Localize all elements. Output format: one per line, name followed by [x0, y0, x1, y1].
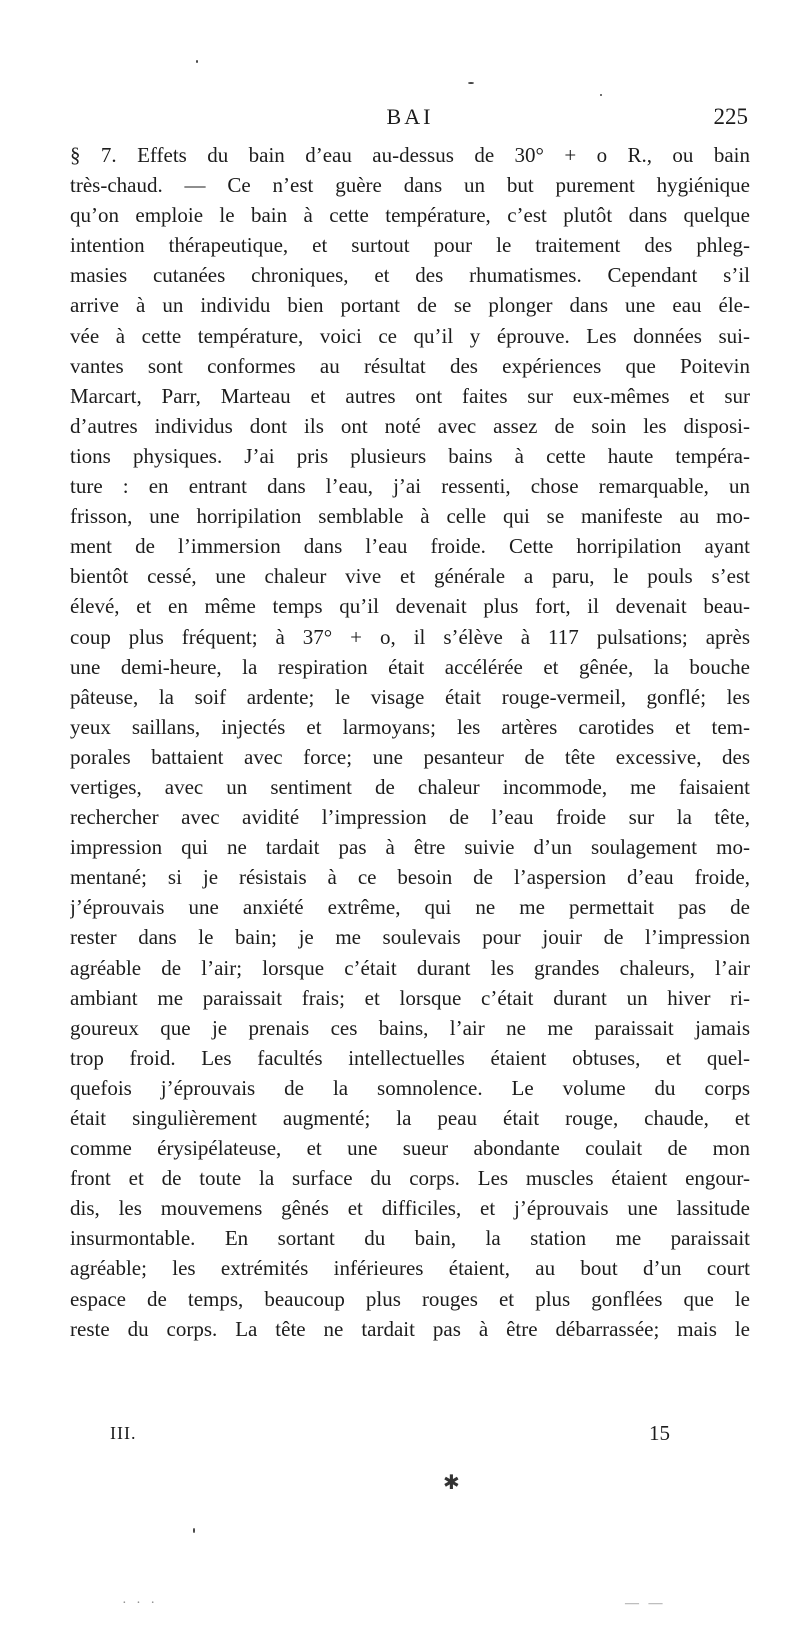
- text-line: espace de temps, beaucoup plus rouges et plus gonflées que le: [70, 1286, 750, 1311]
- running-head-title: BAI: [386, 104, 434, 129]
- text-line: front et de toute la surface du corps. Les muscles étaient engour-: [70, 1166, 750, 1191]
- text-line: tions physiques. J’ai pris plusieurs bains à cette haute tempéra-: [70, 443, 750, 468]
- text-line: § 7. Effets du bain d’eau au-dessus de 30° + o R., ou bain: [70, 143, 750, 167]
- text-line: j’éprouvais une anxiété extrême, qui ne me permettait pas de: [70, 895, 750, 920]
- text-line: agréable de l’air; lorsque c’était durant les grandes chaleurs, l’air: [70, 955, 750, 980]
- scan-noise-icon: · · ·: [122, 1596, 158, 1611]
- page-footer: [110, 1423, 670, 1455]
- text-line: était singulièrement augmenté; la peau était rouge, chaude, et: [70, 1106, 750, 1130]
- text-line: trop froid. Les facultés intellectuelles étaient obtuses, et quel-: [70, 1045, 750, 1070]
- text-line: mentané; si je résistais à ce besoin de l’aspersion d’eau froide,: [70, 865, 750, 890]
- folio-number: 15: [649, 1421, 670, 1445]
- text-line: porales battaient avec force; une pesanteur de tête excessive, des: [70, 744, 750, 769]
- signature-mark: III.: [110, 1423, 137, 1443]
- text-line: rester dans le bain; je me soulevais pour jouir de l’impression: [70, 925, 750, 950]
- page-number: 225: [713, 104, 748, 129]
- text-line: très-chaud. — Ce n’est guère dans un but purement hygiénique: [70, 173, 750, 198]
- text-line: reste du corps. La tête ne tardait pas à être débarrassée; mais le: [70, 1316, 750, 1341]
- text-line: pâteuse, la soif ardente; le visage était rouge-vermeil, gonflé; les: [70, 684, 750, 709]
- scan-noise-icon: — —: [625, 1596, 666, 1611]
- running-head: [70, 100, 750, 136]
- text-line: intention thérapeutique, et surtout pour le traitement des phleg-: [70, 233, 750, 258]
- text-line: d’autres individus dont ils ont noté avec assez de soin les disposi-: [70, 413, 750, 438]
- text-line: ture : en entrant dans l’eau, j’ai ressenti, chose remarquable, un: [70, 474, 750, 499]
- text-line: vantes sont conformes au résultat des expériences que Poitevin: [70, 353, 750, 378]
- text-line: quefois j’éprouvais de la somnolence. Le volume du corps: [70, 1075, 750, 1100]
- text-line: élevé, et en même temps qu’il devenait plus fort, il devenait beau-: [70, 594, 750, 619]
- text-line: vertiges, avec un sentiment de chaleur incommode, me faisaient: [70, 774, 750, 799]
- text-line: comme érysipélateuse, et une sueur abondante coulait de mon: [70, 1136, 750, 1161]
- ink-speck-icon: [600, 94, 602, 96]
- text-line: qu’on emploie le bain à cette température, c’est plutôt dans quelque: [70, 203, 750, 228]
- text-line: goureux que je prenais ces bains, l’air ne me paraissait jamais: [70, 1015, 750, 1040]
- text-line: Marcart, Parr, Marteau et autres ont faites sur eux-mêmes et sur: [70, 383, 750, 408]
- text-line: impression qui ne tardait pas à être suivie d’un soulagement mo-: [70, 835, 750, 860]
- text-line: vée à cette température, voici ce qu’il y éprouve. Les données sui-: [70, 323, 750, 348]
- text-line: arrive à un individu bien portant de se plonger dans une eau éle-: [70, 293, 750, 318]
- text-line: dis, les mouvemens gênés et difficiles, et j’éprouvais une lassitude: [70, 1196, 750, 1221]
- text-line: agréable; les extrémités inférieures étaient, au bout d’un court: [70, 1256, 750, 1281]
- body-text: [70, 140, 750, 1344]
- text-line: frisson, une horripilation semblable à celle qui se manifeste au mo-: [70, 504, 750, 529]
- text-line: ambiant me paraissait frais; et lorsque c’était durant un hiver ri-: [70, 985, 750, 1010]
- ink-speck-icon: [468, 82, 474, 84]
- text-line: coup plus fréquent; à 37° + o, il s’élève à 117 pulsations; après: [70, 624, 750, 649]
- text-line: ment de l’immersion dans l’eau froide. Cette horripilation ayant: [70, 534, 750, 559]
- ink-speck-icon: [196, 60, 198, 63]
- text-line: bientôt cessé, une chaleur vive et générale a paru, le pouls s’est: [70, 564, 750, 589]
- text-line: yeux saillans, injectés et larmoyans; les artères carotides et tem-: [70, 714, 750, 739]
- text-line: rechercher avec avidité l’impression de l’eau froide sur la tête,: [70, 805, 750, 830]
- printer-ornament-icon: ✱: [443, 1472, 460, 1494]
- text-line: insurmontable. En sortant du bain, la station me paraissait: [70, 1226, 750, 1251]
- text-line: une demi-heure, la respiration était accélérée et gênée, la bouche: [70, 654, 750, 679]
- ink-speck-icon: [193, 1528, 195, 1533]
- text-line: masies cutanées chroniques, et des rhumatismes. Cependant s’il: [70, 263, 750, 288]
